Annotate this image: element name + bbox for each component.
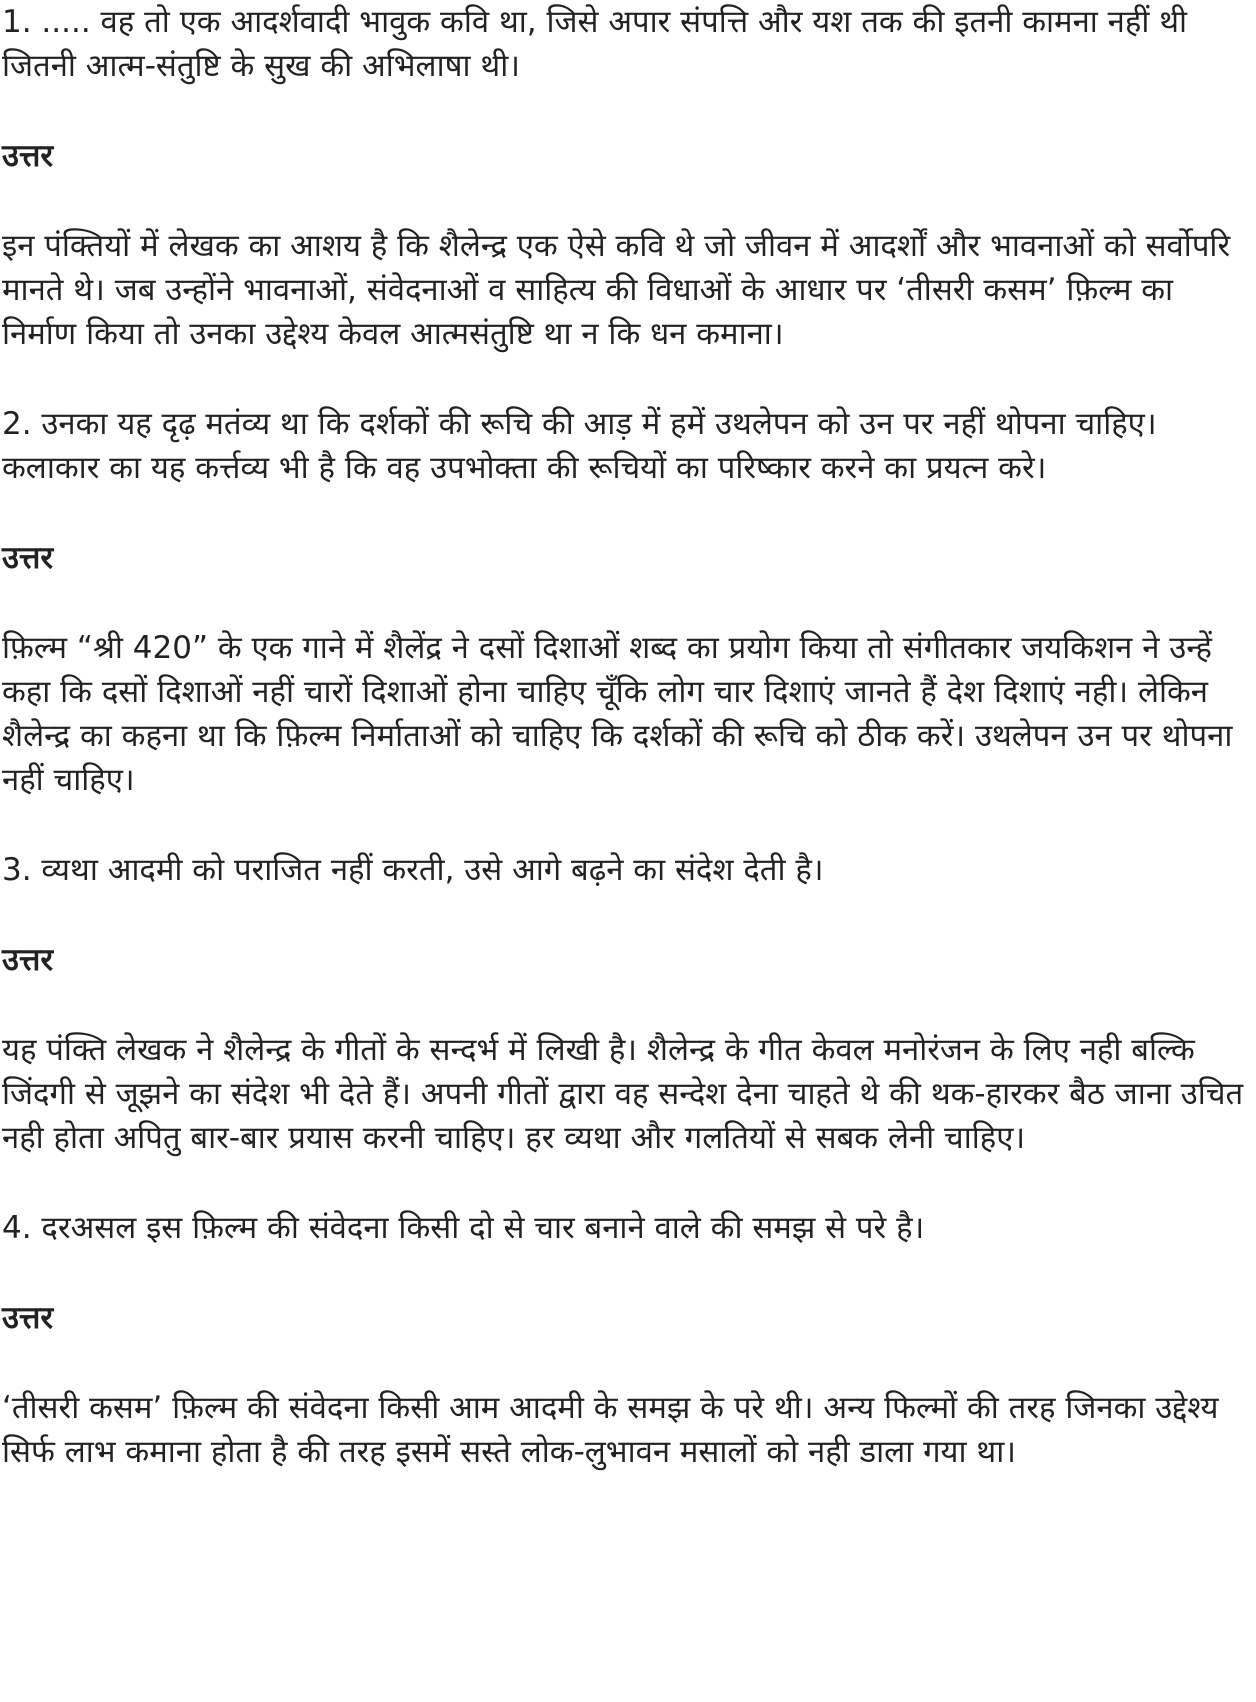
- answer-3: यह पंक्ति लेखक ने शैलेन्द्र के गीतों के सन्दर्भ में लिखी है। शैलेन्द्र के गीत केवल मनोरंजन के लिए नही बल्कि जिंदगी से जूझने का संदेश भी देते हैं। अपनी गीतों द्वारा वह सन्देश देना चाहते थे की थक-हारकर बैठ जाना उचित नही होता अपितु बार-बार प्रयास करनी चाहिए। हर व्यथा और गलतियों से सबक लेनी चाहिए।: [2, 1032, 1244, 1156]
- question-2: 2. उनका यह दृढ़ मतंव्य था कि दर्शकों की रूचि की आड़ में हमें उथलेपन को उन पर नहीं थोपना चाहिए। कलाकार का यह कर्त्तव्य भी है कि वह उपभोक्ता की रूचियों का परिष्कार करने का प्रयत्न करे।: [2, 406, 1157, 486]
- answer-label-3: उत्तर: [2, 942, 54, 978]
- question-1: 1. ..... वह तो एक आदर्शवादी भावुक कवि था, जिसे अपार संपत्ति और यश तक की इतनी कामना नहीं थी जितनी आत्म-संतुष्टि के सुख की अभिलाषा थी।: [2, 4, 1188, 84]
- question-3: 3. व्यथा आदमी को पराजित नहीं करती, उसे आगे बढ़ने का संदेश देती है।: [2, 852, 824, 888]
- answer-label-2: उत्तर: [2, 540, 54, 576]
- answer-2: फ़िल्म “श्री 420” के एक गाने में शैलेंद्र ने दसों दिशाओं शब्द का प्रयोग किया तो संगीतकार जयकिशन ने उन्हें कहा कि दसों दिशाओं नहीं चारों दिशाओं होना चाहिए चूँकि लोग चार दिशाएं जानते हैं देश दिशाएं नही। लेकिन शैलेन्द्र का कहना था कि फ़िल्म निर्माताओं को चाहिए कि दर्शकों की रूचि को ठीक करें। उथलेपन उन पर थोपना नहीं चाहिए।: [2, 630, 1233, 798]
- answer-label-4: उत्तर: [2, 1300, 54, 1336]
- question-4: 4. दरअसल इस फ़िल्म की संवेदना किसी दो से चार बनाने वाले की समझ से परे है।: [2, 1210, 925, 1246]
- answer-4: ‘तीसरी कसम’ फ़िल्म की संवेदना किसी आम आदमी के समझ के परे थी। अन्य फिल्मों की तरह जिनका उद्देश्य सिर्फ लाभ कमाना होता है की तरह इसमें सस्ते लोक-लुभावन मसालों को नही डाला गया था।: [2, 1390, 1219, 1470]
- answer-label-1: उत्तर: [2, 138, 54, 174]
- answer-1: इन पंक्तियों में लेखक का आशय है कि शैलेन्द्र एक ऐसे कवि थे जो जीवन में आदर्शों और भावनाओं को सर्वोपरि मानते थे। जब उन्होंने भावनाओं, संवेदनाओं व साहित्य की विधाओं के आधार पर ‘तीसरी कसम’ फ़िल्म का निर्माण किया तो उनका उद्देश्य केवल आत्मसंतुष्टि था न कि धन कमाना।: [2, 228, 1231, 352]
